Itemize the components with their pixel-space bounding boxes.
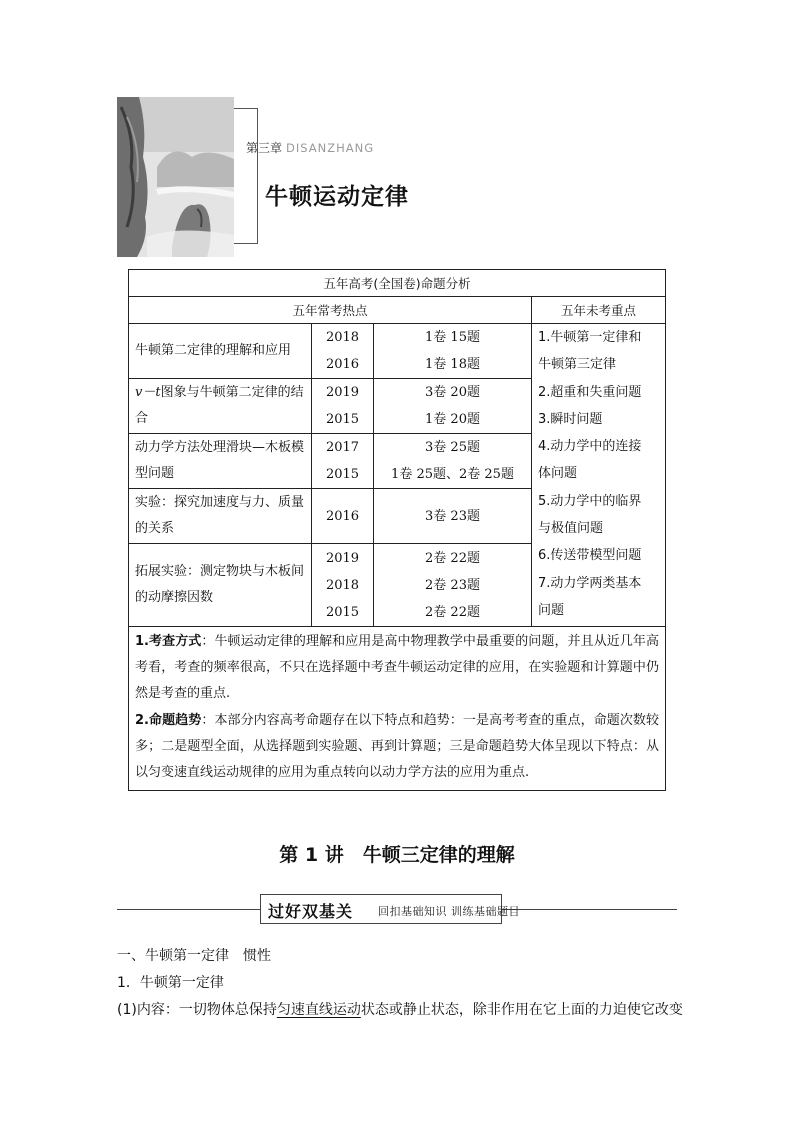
note-text: ：牛顿运动定律的理解和应用是高中物理教学中最重要的问题，并且从近几年高考看，考查的频率很高，不只在选择题中考查牛顿运动定律的应用，在实验题和计算题中仍然是考查的重点. xyxy=(135,634,660,702)
topic-variable: v－t xyxy=(135,385,161,400)
years-cell xyxy=(312,434,374,489)
focus-line: 与极值问题 xyxy=(538,521,604,537)
focus-line: 牛顿第三定律 xyxy=(538,357,617,373)
chapter-title: 牛顿运动定律 xyxy=(265,184,409,210)
chapter-frame-bottom xyxy=(234,243,258,244)
item-heading: 1．牛顿第一定律 xyxy=(117,975,224,991)
year: 2019 xyxy=(325,550,360,566)
paper: 2卷 22题 xyxy=(425,604,480,620)
paper: 2卷 22题 xyxy=(425,550,480,566)
focus-line: 4.动力学中的连接 xyxy=(538,439,642,455)
paper: 1卷 15题 xyxy=(425,330,480,345)
banner-subtitle: 回扣基础知识 训练基础题目 xyxy=(378,905,520,918)
paper: 3卷 25题 xyxy=(425,440,480,455)
topic-cell xyxy=(129,379,312,434)
year: 2017 xyxy=(325,440,360,455)
focus-line: 5.动力学中的临界 xyxy=(538,493,642,509)
year: 2018 xyxy=(325,577,360,593)
banner-rule-right xyxy=(502,909,677,910)
banner-rule-left xyxy=(117,909,260,910)
focus-line: 1.牛顿第一定律和 xyxy=(538,330,642,345)
note-paragraph xyxy=(135,708,659,787)
topic-text: 图象与牛顿第二定律的结合 xyxy=(135,385,304,426)
content-answer: 匀速直线运动 xyxy=(276,1002,361,1018)
note-text: ：本部分内容高考命题存在以下特点和趋势：一是高考考查的重点，命题次数较多；二是题型全面，从选择题到实验题、再到计算题；三是命题趋势大体呈现以下特点：从以匀变速直线运动规律的应用为重点转向以动力学方法的应用为重点. xyxy=(135,712,660,781)
header-future-focus: 五年未考重点 xyxy=(532,297,666,324)
lecture-title: 第 1 讲 牛顿三定律的理解 xyxy=(279,844,515,866)
future-focus-cell xyxy=(532,324,666,627)
chapter-frame-right xyxy=(257,108,258,243)
notes-cell xyxy=(129,627,666,791)
year: 2015 xyxy=(325,412,360,427)
table-row xyxy=(129,324,666,379)
year: 2016 xyxy=(325,508,360,524)
focus-line: 问题 xyxy=(538,602,565,618)
paper: 3卷 23题 xyxy=(425,508,480,524)
note-label: 2.命题趋势 xyxy=(135,712,202,728)
content-line xyxy=(117,999,683,1019)
year: 2015 xyxy=(325,467,360,482)
chapter-landscape-image xyxy=(117,97,234,257)
chapter-label xyxy=(246,139,374,156)
papers-cell xyxy=(374,379,532,434)
year: 2018 xyxy=(325,330,360,345)
topic-cell xyxy=(129,544,312,627)
paper: 1卷 25题、2卷 25题 xyxy=(391,467,514,482)
year: 2015 xyxy=(325,604,360,620)
papers-cell xyxy=(374,489,532,544)
years-cell xyxy=(312,544,374,627)
note-label: 1.考查方式 xyxy=(135,634,202,649)
years-cell xyxy=(312,324,374,379)
topic-cell xyxy=(129,324,312,379)
paper: 1卷 20题 xyxy=(425,412,480,427)
topic-cell xyxy=(129,489,312,544)
year: 2019 xyxy=(325,385,360,400)
analysis-table xyxy=(128,269,666,791)
note-paragraph xyxy=(135,629,659,708)
years-cell xyxy=(312,379,374,434)
chapter-number: 第三章 xyxy=(246,141,283,155)
focus-line: 7.动力学两类基本 xyxy=(538,575,642,591)
topic-cell xyxy=(129,434,312,489)
banner-title: 过好双基关 xyxy=(268,902,354,921)
paper: 2卷 23题 xyxy=(425,577,480,593)
header-hot-topics: 五年常考热点 xyxy=(129,297,532,324)
topic-text: 拓展实验：测定物块与木板间的动摩擦因数 xyxy=(135,564,305,605)
focus-line: 3.瞬时问题 xyxy=(538,411,603,427)
focus-line: 2.超重和失重问题 xyxy=(538,384,642,400)
paper: 3卷 20题 xyxy=(425,385,480,400)
section-heading: 一、牛顿第一定律 惯性 xyxy=(117,948,271,964)
table-caption: 五年高考(全国卷)命题分析 xyxy=(129,270,666,297)
chapter-frame-top xyxy=(234,108,258,109)
chapter-pinyin: DISANZHANG xyxy=(286,141,375,155)
paper: 1卷 18题 xyxy=(425,357,480,372)
papers-cell xyxy=(374,434,532,489)
focus-line: 体问题 xyxy=(538,466,578,482)
content-suffix: 状态或静止状态，除非作用在它上面的力迫使它改变 xyxy=(360,1002,683,1018)
year: 2016 xyxy=(325,357,360,372)
topic-text: 动力学方法处理滑块—木板模型问题 xyxy=(135,440,305,481)
papers-cell xyxy=(374,544,532,627)
topic-text: 实验：探究加速度与力、质量的关系 xyxy=(135,495,305,536)
focus-line: 6.传送带模型问题 xyxy=(538,548,642,564)
papers-cell xyxy=(374,324,532,379)
notes-row xyxy=(129,627,666,791)
topic-text: 牛顿第二定律的理解和应用 xyxy=(135,343,292,358)
years-cell xyxy=(312,489,374,544)
content-prefix: (1)内容：一切物体总保持 xyxy=(117,1002,277,1018)
